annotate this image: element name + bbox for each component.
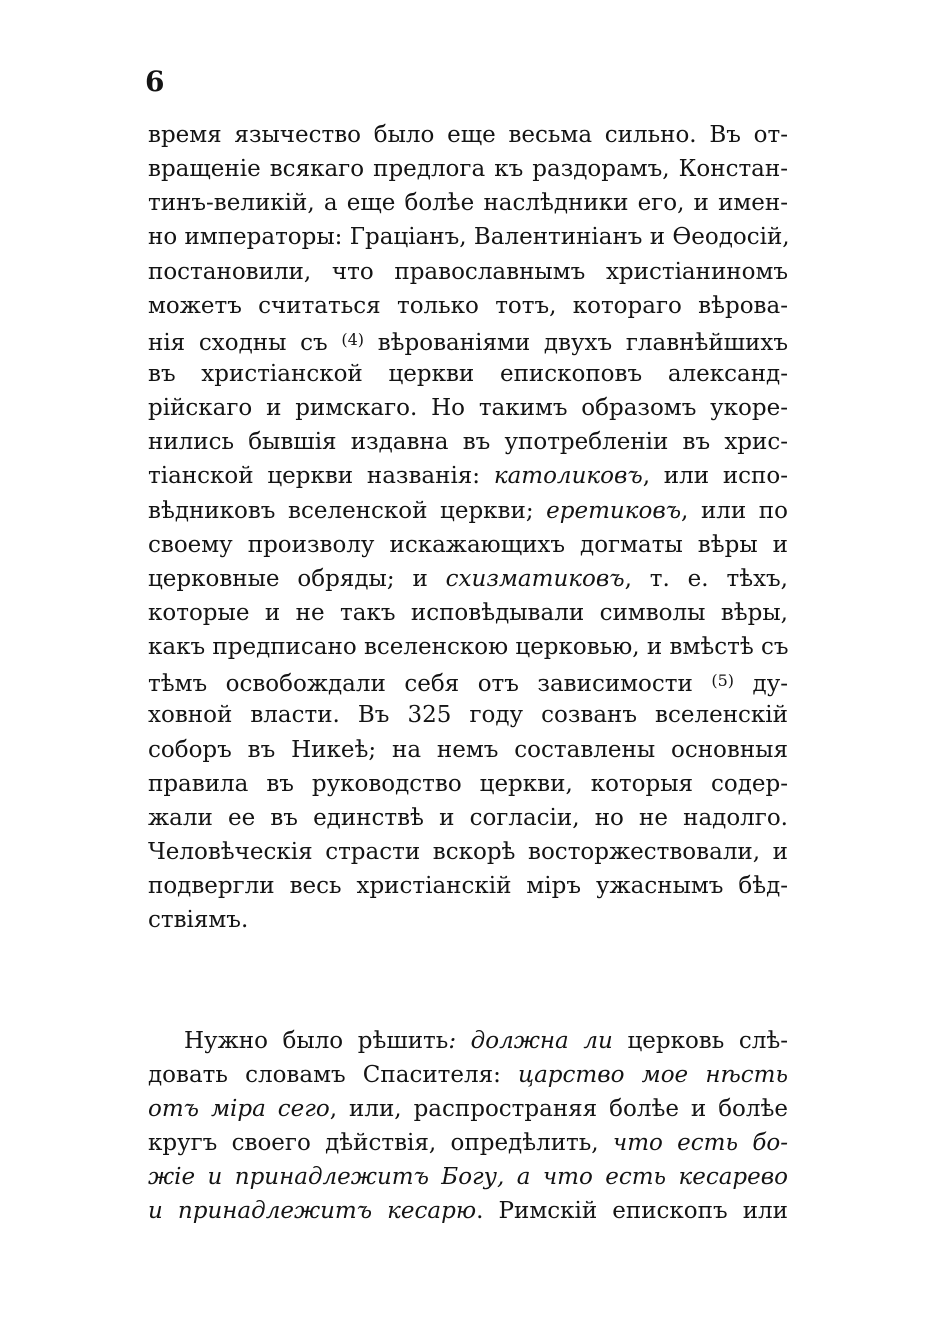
text-line: Человѣческія страсти вскорѣ восторжествовали, и: [148, 838, 788, 865]
footnote-marker: (4): [341, 329, 364, 349]
italic-quote: царство мое нѣсть: [518, 1062, 788, 1089]
text-line: тинъ-великій, а еще болѣе наслѣдники его, и имен-: [148, 190, 788, 217]
italic-quote: отъ міра сего: [148, 1096, 330, 1123]
text-run: кругъ своего дѣйствія, опредѣлить,: [148, 1130, 613, 1157]
text-line: рійскаго и римскаго. Но такимъ образомъ укоре-: [148, 395, 788, 422]
text-line: ховной власти. Въ 325 году созванъ вселенскій: [148, 702, 788, 729]
italic-quote: что есть бо-: [612, 1130, 788, 1157]
text-line: но императоры: Граціанъ, Валентиніанъ и Ѳеодосій,: [148, 224, 790, 251]
text-line: [148, 664, 788, 698]
text-line: [148, 323, 788, 357]
text-line: вращеніе всякаго предлога къ раздорамъ, Констан-: [148, 156, 788, 183]
text-line: своему произволу искажающихъ догматы вѣры и: [148, 531, 788, 558]
text-line: подвергли весь христіанскій міръ ужаснымъ бѣд-: [148, 873, 788, 900]
italic-term: католиковъ: [493, 463, 643, 490]
text-line: [148, 1058, 788, 1092]
text-run: церковные обряды; и: [148, 565, 446, 592]
text-line: въ христіанской церкви епископовъ александ-: [148, 360, 788, 387]
text-line: [148, 494, 788, 528]
text-line: [148, 1194, 788, 1228]
text-line: нились бывшія издавна въ употребленіи въ хрис-: [148, 429, 788, 456]
italic-quote: и принадлежитъ кесарю: [148, 1198, 477, 1225]
text-run: нія сходны съ: [148, 329, 342, 356]
text-line: [148, 1024, 788, 1058]
text-line: можетъ считаться только тотъ, котораго вѣрова-: [148, 292, 788, 319]
text-run: , или по: [681, 497, 788, 524]
text-run: церковь слѣ-: [612, 1028, 789, 1054]
text-line: [148, 562, 788, 596]
text-line: постановили, что православнымъ христіаниномъ: [148, 258, 788, 285]
paragraph-1: [148, 118, 788, 937]
text-run: , или испо-: [642, 463, 788, 490]
text-run: , или, распространяя болѣе и болѣе: [329, 1096, 788, 1123]
text-line: [148, 1092, 788, 1126]
text-run: тѣмъ освобождали себя отъ зависимости: [148, 671, 712, 698]
text-run: вѣрованіями двухъ главнѣйшихъ: [364, 329, 788, 356]
italic-quote: жіе и принадлежитъ Богу, а что есть кесарево: [148, 1164, 788, 1191]
text-line: время язычество было еще весьма сильно. Въ от-: [148, 122, 788, 148]
italic-term: : должна ли: [448, 1028, 613, 1054]
italic-term: схизматиковъ: [445, 565, 625, 592]
page-number: 6: [145, 65, 165, 98]
text-run: довать словамъ Спасителя:: [148, 1062, 519, 1089]
text-run: , т. е. тѣхъ,: [624, 565, 788, 592]
text-line: какъ предписано вселенскою церковью, и вмѣстѣ съ: [148, 634, 789, 661]
text-line: соборъ въ Никеѣ; на немъ составлены основныя: [148, 736, 788, 763]
paragraph-2: [148, 1024, 788, 1229]
text-run: Нужно было рѣшить: [184, 1028, 449, 1054]
text-run: тіанской церкви названія:: [148, 463, 494, 490]
text-run: вѣдниковъ вселенской церкви;: [148, 497, 547, 524]
footnote-marker: (5): [711, 671, 735, 691]
text-run: . Римскій епископъ или: [476, 1198, 788, 1225]
text-run: ду-: [734, 671, 788, 698]
text-line: [148, 1126, 788, 1160]
text-line: [148, 459, 788, 493]
text-line: которые и не такъ исповѣдывали символы вѣры,: [148, 599, 788, 626]
italic-term: еретиковъ: [546, 497, 682, 524]
text-line: правила въ руководство церкви, которыя содер-: [148, 770, 788, 797]
text-line: [148, 1160, 788, 1194]
text-line: ствіямъ.: [148, 907, 249, 934]
text-line: жали ее въ единствѣ и согласіи, но не надолго.: [148, 804, 788, 831]
